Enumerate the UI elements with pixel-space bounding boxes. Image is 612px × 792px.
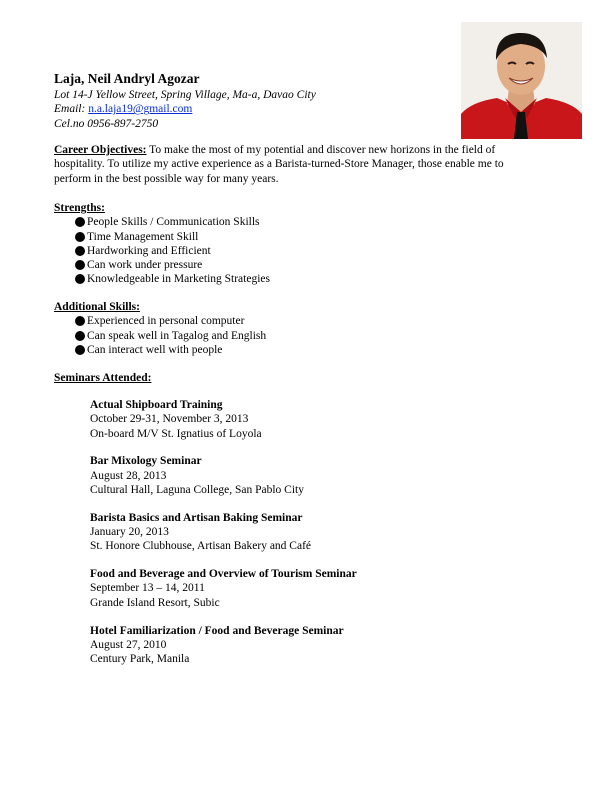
seminar-date: January 20, 2013 xyxy=(90,526,169,539)
list-item-text: Can interact well with people xyxy=(87,343,223,356)
email-link[interactable]: n.a.laja19@gmail.com xyxy=(88,103,193,116)
additional-skills-list xyxy=(54,314,534,357)
strengths-title: Strengths: xyxy=(54,202,105,214)
list-item-text: Experienced in personal computer xyxy=(87,315,245,328)
cel-number: Cel.no 0956-897-2750 xyxy=(54,117,159,130)
seminar-entry xyxy=(90,511,530,554)
seminar-place: Grande Island Resort, Subic xyxy=(90,596,220,609)
seminar-date: August 28, 2013 xyxy=(90,469,167,482)
list-item-text: Hardworking and Efficient xyxy=(87,244,211,257)
seminar-title: Bar Mixology Seminar xyxy=(90,455,202,468)
bullet-icon xyxy=(75,331,85,341)
seminar-place: St. Honore Clubhouse, Artisan Bakery and Café xyxy=(90,540,312,553)
bullet-icon xyxy=(75,316,85,326)
seminar-entry xyxy=(90,624,530,667)
address: Lot 14-J Yellow Street, Spring Village, Ma-a, Davao City xyxy=(54,89,316,101)
seminar-date: September 13 – 14, 2011 xyxy=(90,582,205,595)
list-item xyxy=(75,244,534,258)
profile-photo xyxy=(461,22,582,139)
seminars-section-header xyxy=(54,371,534,385)
seminars-list xyxy=(90,398,530,680)
seminar-place: On-board M/V St. Ignatius of Loyola xyxy=(90,427,262,440)
seminar-entry xyxy=(90,567,530,610)
applicant-name: Laja, Neil Andryl Agozar xyxy=(54,71,200,86)
list-item xyxy=(75,272,534,286)
list-item xyxy=(75,230,534,244)
additional-skills-section xyxy=(54,300,534,357)
career-objectives-section xyxy=(54,143,534,186)
seminar-entry xyxy=(90,398,530,441)
bullet-icon xyxy=(75,217,85,227)
email-label: Email: xyxy=(54,103,89,116)
list-item xyxy=(75,258,534,272)
seminar-entry xyxy=(90,454,530,497)
list-item-text: Time Management Skill xyxy=(87,230,199,243)
list-item xyxy=(75,329,534,343)
seminar-title: Hotel Familiarization / Food and Beverage Seminar xyxy=(90,624,344,637)
list-item-text: Knowledgeable in Marketing Strategies xyxy=(87,273,270,286)
additional-skills-title: Additional Skills: xyxy=(54,301,140,313)
strengths-section xyxy=(54,201,534,287)
email-line xyxy=(54,102,454,116)
list-item-text: Can work under pressure xyxy=(87,259,203,272)
bullet-icon xyxy=(75,232,85,242)
header-block xyxy=(54,71,454,131)
seminar-date: August 27, 2010 xyxy=(90,638,167,651)
bullet-icon xyxy=(75,260,85,270)
career-objectives-text: To make the most of my potential and discover new horizons in the field of hospitality. To utilize my active experience as a Barista-turned-Store Manager, those enable me to perform in the best possible way for many years. xyxy=(54,144,504,185)
list-item xyxy=(75,215,534,229)
seminar-place: Century Park, Manila xyxy=(90,653,190,666)
list-item-text: People Skills / Communication Skills xyxy=(87,216,260,229)
list-item xyxy=(75,343,534,357)
bullet-icon xyxy=(75,274,85,284)
career-objectives-title: Career Objectives: xyxy=(54,144,147,156)
seminar-title: Food and Beverage and Overview of Tourism Seminar xyxy=(90,568,357,581)
bullet-icon xyxy=(75,345,85,355)
seminar-place: Cultural Hall, Laguna College, San Pablo City xyxy=(90,483,304,496)
bullet-icon xyxy=(75,246,85,256)
strengths-list xyxy=(54,215,534,286)
seminars-title: Seminars Attended: xyxy=(54,372,152,384)
list-item-text: Can speak well in Tagalog and English xyxy=(87,329,267,342)
seminar-title: Barista Basics and Artisan Baking Seminar xyxy=(90,511,303,524)
list-item xyxy=(75,314,534,328)
seminar-date: October 29-31, November 3, 2013 xyxy=(90,413,249,426)
seminar-title: Actual Shipboard Training xyxy=(90,399,223,411)
